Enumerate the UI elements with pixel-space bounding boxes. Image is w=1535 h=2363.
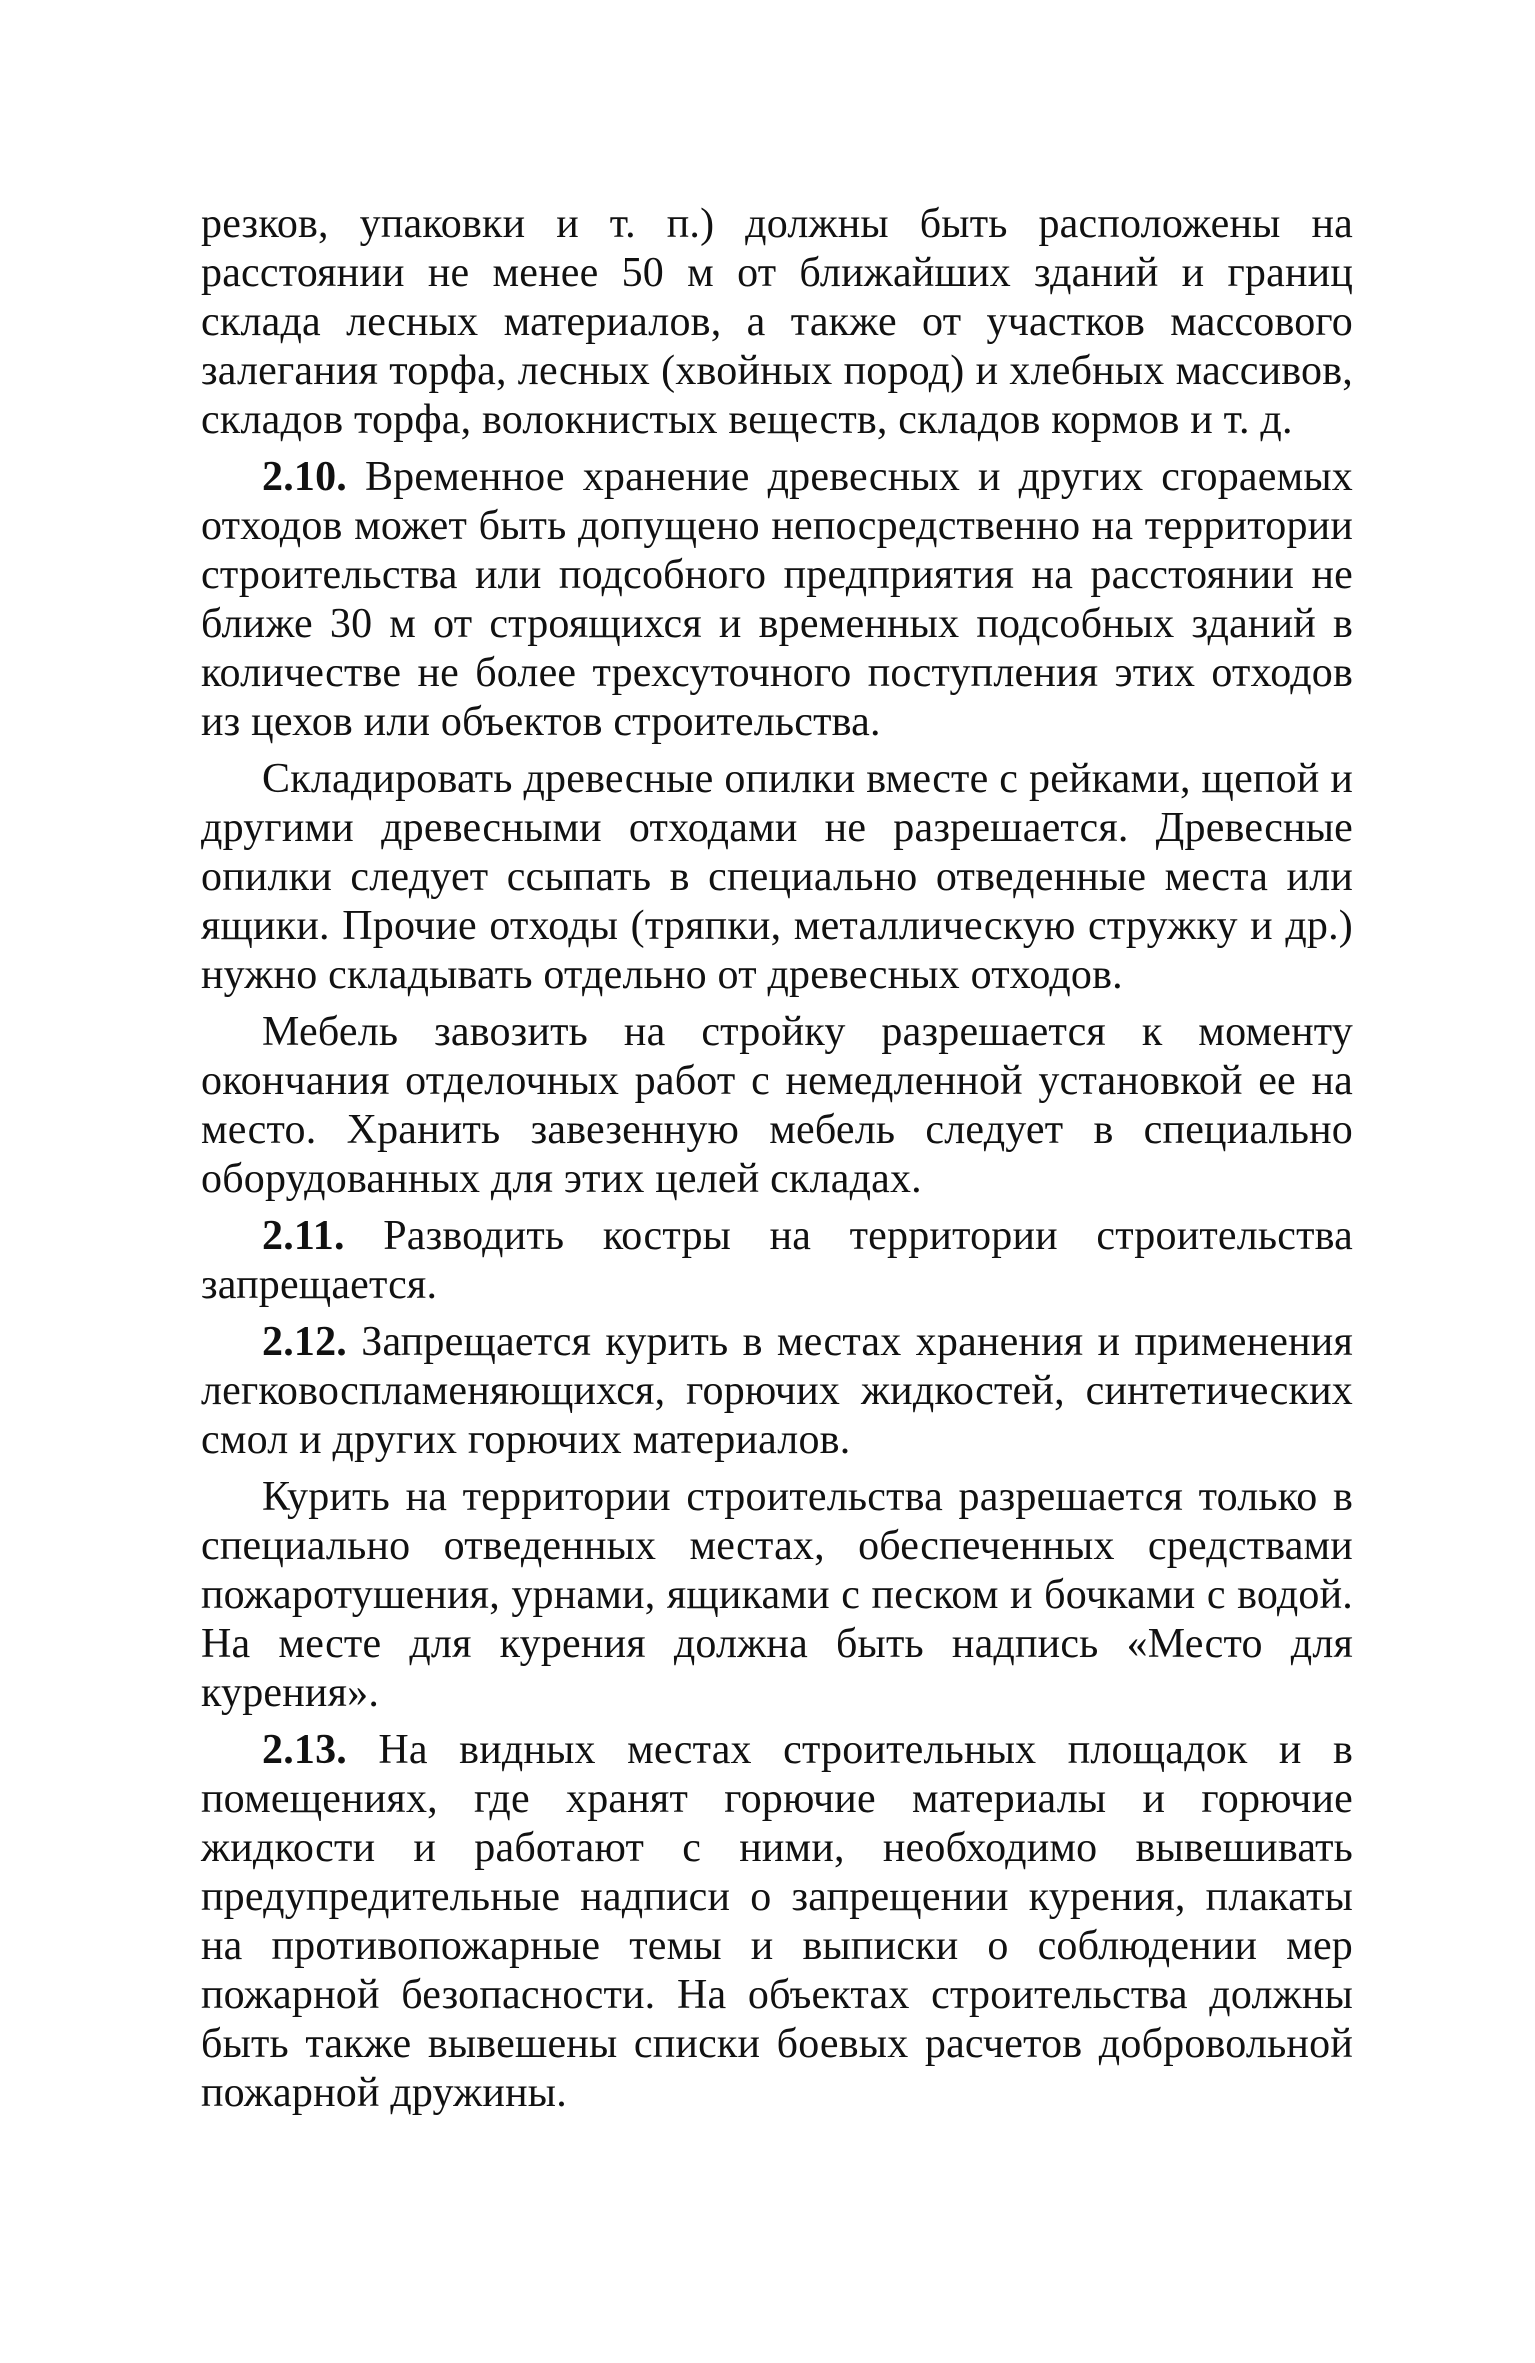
- page-text-body: [201, 200, 1353, 2118]
- paragraph-2-12: [201, 1318, 1353, 1465]
- paragraph-continuation: резков, упаковки и т. п.) должны быть расположены на расстоянии не менее 50 м от ближайших зданий и границ склада лесных материалов, а также от участков массового залегания торфа, лесных (хвойных пород) и хлебных массивов, складов торфа, волокнистых веществ, складов кормов и т. д.: [201, 201, 1353, 443]
- paragraph-2-13: [201, 1726, 1353, 2118]
- paragraph-2-11: [201, 1212, 1353, 1310]
- section-number: 2.12.: [262, 1319, 347, 1365]
- paragraph-text: На видных местах строительных площадок и в помещениях, где хранят горючие материалы и горючие жидкости и работают с ними, необходимо вывешивать предупредительные надписи о запрещении курения, плакаты на противопожарные темы и выписки о соблюдении мер пожарной безопасности. На объектах строительства должны быть также вывешены списки боевых расчетов добровольной пожарной дружины.: [201, 1727, 1353, 2116]
- paragraph-text: Временное хранение древесных и других сгораемых отходов может быть допущено непосредственно на территории строительства или подсобного предприятия на расстоянии не ближе 30 м от строящихся и временных подсобных зданий в количестве не более трехсуточного поступления этих отходов из цехов или объектов строительства.: [201, 454, 1353, 745]
- section-number: 2.10.: [262, 454, 347, 500]
- section-number: 2.13.: [262, 1727, 347, 1773]
- paragraph-smoking-area: Курить на территории строительства разрешается только в специально отведенных местах, обеспеченных средствами пожаротушения, урнами, ящиками с песком и бочками с водой. На месте для курения должна быть надпись «Место для курения».: [201, 1474, 1353, 1716]
- paragraph-sawdust: Складировать древесные опилки вместе с рейками, щепой и другими древесными отходами не разрешается. Древесные опилки следует ссыпать в специально отведенные места или ящики. Прочие отходы (тряпки, металлическую стружку и др.) нужно складывать отдельно от древесных отходов.: [201, 756, 1353, 998]
- paragraph-furniture: Мебель завозить на стройку разрешается к моменту окончания отделочных работ с немедленной установкой ее на место. Хранить завезенную мебель следует в специально оборудованных для этих целей складах.: [201, 1009, 1353, 1202]
- section-number: 2.11.: [262, 1213, 345, 1259]
- paragraph-text: Разводить костры на территории строительства запрещается.: [201, 1213, 1353, 1308]
- paragraph-text: Запрещается курить в местах хранения и применения легковоспламеняющихся, горючих жидкостей, синтетических смол и других горючих материалов.: [201, 1319, 1353, 1463]
- paragraph-2-10: [201, 453, 1353, 747]
